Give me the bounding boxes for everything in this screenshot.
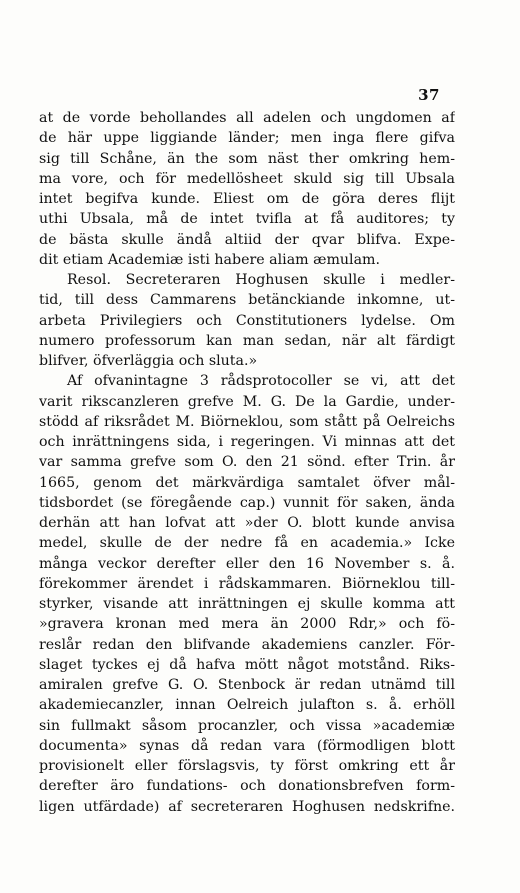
text-line: provisionelt eller förslagsvis, ty först omkring ett år — [39, 758, 455, 774]
text-line: amiralen grefve G. O. Stenbock är redan utnämd till — [39, 677, 455, 693]
text-line: Af ofvanintagne 3 rådsprotocoller se vi, att det — [67, 373, 455, 390]
text-line: varit rikscanzleren grefve M. G. De la Gardie, under- — [39, 393, 455, 410]
text-line: sin fullmakt såsom procanzler, och vissa »academiæ — [39, 717, 455, 734]
body-text — [39, 108, 455, 817]
text-line: sig till Schåne, än the som näst ther omkring hem- — [39, 150, 455, 167]
text-line: derefter äro fundations- och donationsbrefven form- — [39, 778, 455, 795]
text-line: numero professorum kan man sedan, när alt färdigt — [39, 332, 455, 349]
text-line: blifver, öfverläggia och sluta.» — [39, 353, 258, 369]
text-line: intet begifva kunde. Eliest om de göra deres flijt — [39, 191, 455, 207]
text-line: dit etiam Academiæ isti habere aliam æmulam. — [39, 251, 381, 268]
text-line: tid, till dess Cammarens betänckiande inkomne, ut- — [39, 292, 455, 309]
text-line: stödd af riksrådet M. Biörneklou, som stått på Oelreichs — [39, 413, 455, 430]
text-line: ma vore, och för medellösheet skuld sig till Ubsala — [39, 170, 455, 187]
text-line: »gravera kronan med mera än 2000 Rdr,» och fö- — [39, 616, 455, 633]
text-line: och inrättningens sida, i regeringen. Vi minnas att det — [39, 434, 455, 450]
text-line: många veckor derefter eller den 16 November s. å. — [39, 555, 455, 572]
text-line: akademiecanzler, innan Oelreich julafton s. å. erhöll — [39, 697, 455, 714]
page-number: 37 — [418, 86, 440, 104]
text-line: var samma grefve som O. den 21 sönd. efter Trin. år — [39, 454, 455, 471]
text-line: styrker, visande att inrättningen ej skulle komma att — [39, 596, 455, 612]
text-line: arbeta Privilegiers och Constitutioners lydelse. Om — [39, 312, 455, 329]
text-line: förekommer ärendet i rådskammaren. Biörneklou till- — [39, 575, 455, 592]
text-line: derhän att han lofvat att »der O. blott kunde anvisa — [39, 515, 455, 531]
text-line: Resol. Secreteraren Hoghusen skulle i medler- — [67, 272, 455, 288]
text-line: de här uppe liggiande länder; men inga flere gifva — [39, 130, 455, 147]
text-line: slaget tyckes ej då hafva mött något motstånd. Riks- — [39, 656, 455, 673]
text-line: tidsbordet (se föregående cap.) vunnit för saken, ända — [39, 494, 455, 511]
text-line: ligen utfärdade) af secreteraren Hoghusen nedskrifne. — [39, 798, 455, 815]
text-line: de bästa skulle ändå altiid der qvar blifva. Expe- — [39, 231, 455, 248]
text-line: 1665, genom det märkvärdiga samtalet öfver mål- — [39, 474, 455, 491]
text-line: medel, skulle de der nedre få en academia.» Icke — [39, 535, 455, 552]
text-line: reslår redan den blifvande akademiens canzler. För- — [39, 636, 455, 653]
text-line: documenta» synas då redan vara (förmodligen blott — [39, 737, 455, 754]
text-line: uthi Ubsala, må de intet tvifla at få auditores; ty — [39, 211, 455, 228]
text-line: at de vorde behollandes all adelen och ungdomen af — [39, 110, 455, 126]
